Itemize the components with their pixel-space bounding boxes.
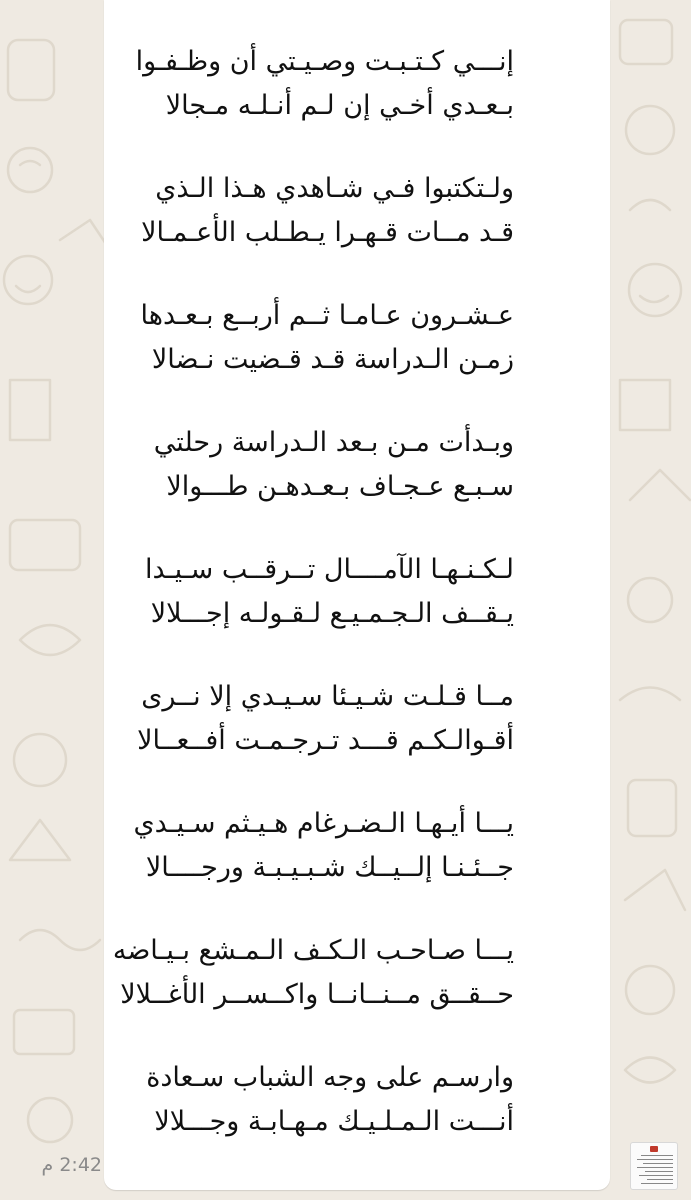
poem-line: يـــا أيـهـا الـضـرغام هـيـثم سـيـدي [133, 808, 514, 839]
poem-line: يـــا صـاحـب الـكـف الـمـشع بـيـاضه [112, 935, 514, 966]
text-line-icon [647, 1179, 673, 1180]
poem-line: قـد مــات قـهـرا يـطـلب الأعـمـالا [141, 217, 514, 248]
poem-text [41, 40, 514, 1183]
text-line-icon [641, 1183, 673, 1184]
poem-line: ولـتكتبوا فـي شـاهدي هـذا الـذي [155, 173, 514, 204]
logo-icon [650, 1146, 658, 1152]
message-bubble[interactable] [41, 0, 610, 1190]
poem-line: وارسـم على وجه الشباب سـعادة [146, 1062, 514, 1093]
poem-line: مــا قـلـت شـيـئا سـيـدي إلا نــرى [141, 681, 514, 712]
poem-line: عـشـرون عـامـا ثــم أربــع بـعـدها [140, 300, 514, 331]
poem-line: لـكـنـهـا الآمــــال تــرقــب سـيـدا [145, 554, 514, 585]
stanza [44, 802, 514, 929]
stanza [41, 1056, 514, 1183]
text-line-icon [643, 1163, 673, 1164]
stanza [44, 167, 514, 294]
document-thumbnail-icon[interactable] [630, 1142, 678, 1190]
poem-line: يـقــف الـجـمـيـع لـقـولـه إجـــلالا [150, 598, 514, 629]
text-line-icon [645, 1171, 673, 1172]
text-line-icon [637, 1167, 673, 1168]
stanza [44, 421, 514, 548]
poem-line: سـبـع عـجـاف بـعـدهـن طـــوالا [166, 471, 514, 502]
poem-line: أنـــت الـمـلـيـك مـهـابـة وجـــلالا [154, 1106, 514, 1137]
text-line-icon [641, 1155, 673, 1156]
text-line-icon [639, 1175, 673, 1176]
poem-line: أقـوالـكـم قـــد تـرجـمـت أفــعــالا [137, 725, 514, 756]
message-timestamp: 2:42 م [41, 1154, 102, 1176]
stanza [44, 548, 514, 675]
poem-line: زمـن الـدراسة قـد قـضيت نـضالا [151, 344, 514, 375]
stanza [44, 294, 514, 421]
poem-line: إنـــي كـتـبـت وصـيـتي أن وظـفـوا [135, 46, 514, 77]
poem-line: حــقــق مــنــانــا واكــســر الأغــلالا [120, 979, 514, 1010]
stanza [44, 40, 514, 167]
poem-line: بـعـدي أخـي إن لـم أنـلـه مـجالا [165, 90, 514, 121]
stanza [44, 675, 514, 802]
poem-line: وبـدأت مـن بـعد الـدراسة رحلتي [153, 427, 514, 458]
text-line-icon [637, 1159, 673, 1160]
stanza [44, 929, 514, 1056]
poem-line: جــئـنـا إلــيــك شـبـيـبـة ورجــــالا [145, 852, 514, 883]
